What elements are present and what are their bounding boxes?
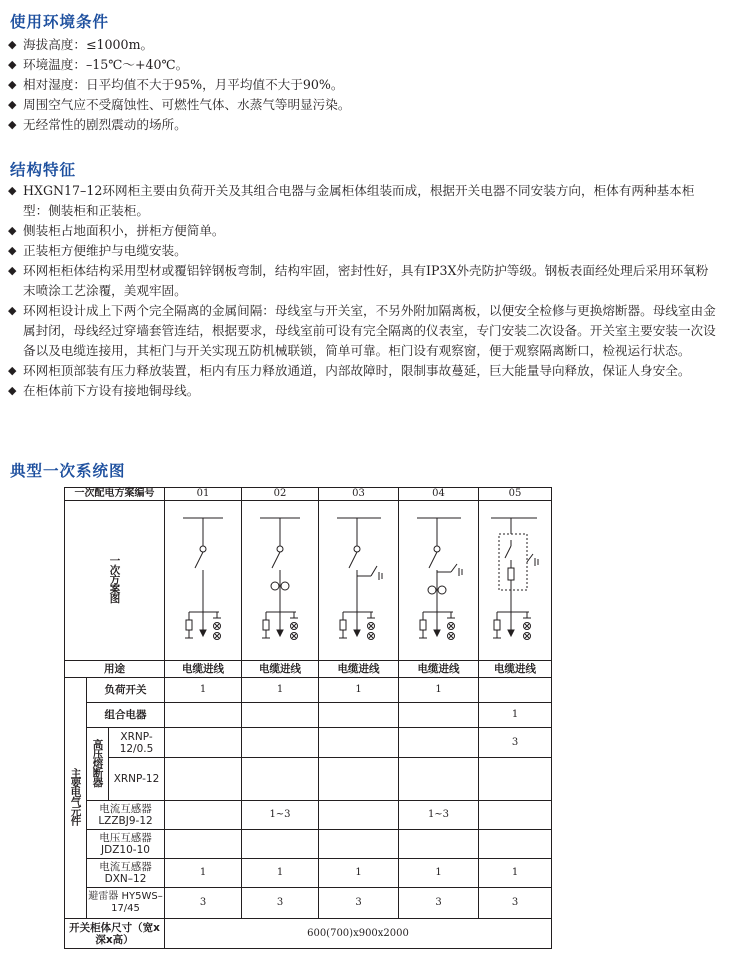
list-item: ◆ HXGN17–12环网柜主要由负荷开关及其组合电器与金属柜体组装而成，根据开关电器不同安装方向，柜体有两种基本柜型：侧装柜和正装柜。 xyxy=(8,183,695,218)
table-row xyxy=(65,678,552,703)
usage-cell: 电缆进线 xyxy=(319,661,399,678)
table-cell: 1 xyxy=(165,678,242,703)
row-label: 电流互感器 DXN–12 xyxy=(87,859,165,888)
section-title-structure: 结构特征 xyxy=(10,161,77,179)
diamond-bullet-icon: ◆ xyxy=(8,118,17,131)
table-cell xyxy=(479,678,552,703)
table-cell xyxy=(479,758,552,801)
list-item: ◆ 环境温度：–15℃～+40℃。 xyxy=(8,55,716,75)
usage-cell: 电缆进线 xyxy=(479,661,552,678)
scheme-diagram-01 xyxy=(165,501,242,661)
scheme-diagram-04 xyxy=(399,501,479,661)
table-cell xyxy=(165,703,242,728)
list-item: ◆ 无经常性的剧烈震动的场所。 xyxy=(8,115,716,135)
hv-fuse-label: 高压熔断器 xyxy=(91,738,104,787)
table-row xyxy=(65,661,552,678)
table-cell xyxy=(319,801,399,830)
schematic-05-icon xyxy=(483,506,547,656)
structure-list xyxy=(8,181,716,401)
schematic-01-icon xyxy=(173,506,233,656)
diagram-label: 一次方案图 xyxy=(108,555,121,603)
row-label: 组合电器 xyxy=(87,703,165,728)
table-cell xyxy=(319,830,399,859)
table-cell: 3 xyxy=(399,888,479,919)
diagram-row xyxy=(65,501,552,661)
table-cell xyxy=(399,703,479,728)
environment-list xyxy=(8,35,716,135)
table-cell: 1 xyxy=(319,678,399,703)
table-cell xyxy=(242,703,319,728)
table-row xyxy=(65,888,552,919)
table-cell: 1 xyxy=(319,859,399,888)
row-label: 电流互感器 LZZBJ9-12 xyxy=(87,801,165,830)
table-cell xyxy=(242,830,319,859)
table-cell: 1~3 xyxy=(399,801,479,830)
list-item: ◆ 环网柜设计成上下两个完全隔离的金属间隔：母线室与开关室，不另外附加隔离板，以便安全检修与更换熔断器。母线室由金属封闭，母线经过穿墙套管连结，根据要求，母线室前可设有完全隔离的仪表室，专门安装二次设备。开关室主要安装一次设备以及电缆连接用，其柜门与开关实现五防机械联锁，简单可靠。柜门设有观察窗，便于观察隔离断口，检视运行状态。 xyxy=(8,303,716,358)
size-label: 开关柜体尺寸（宽x深x高） xyxy=(65,919,165,949)
schematic-04-icon xyxy=(407,506,471,656)
usage-cell: 电缆进线 xyxy=(242,661,319,678)
usage-cell: 电缆进线 xyxy=(165,661,242,678)
list-item: ◆ 环网柜柜体结构采用型材或覆铝锌钢板弯制，结构牢固，密封性好，具有IP3X外壳防护等级。钢板表面经处理后采用环氧粉末喷涂工艺涂覆，美观牢固。 xyxy=(8,263,709,298)
table-cell: 3 xyxy=(319,888,399,919)
table-row xyxy=(65,758,552,801)
list-item: ◆ 相对湿度：日平均值不大于95%，月平均值不大于90%。 xyxy=(8,75,716,95)
table-header-row xyxy=(65,488,552,501)
table-cell xyxy=(319,728,399,758)
table-cell: 1 xyxy=(165,859,242,888)
table-cell: 1 xyxy=(399,859,479,888)
table-cell xyxy=(165,758,242,801)
row-label: 电压互感器 JDZ10-10 xyxy=(87,830,165,859)
table-cell xyxy=(319,758,399,801)
scheme-number: 02 xyxy=(242,488,319,501)
schematic-03-icon xyxy=(327,506,391,656)
scheme-number: 03 xyxy=(319,488,399,501)
section-title-environment: 使用环境条件 xyxy=(10,13,110,31)
system-table xyxy=(64,487,552,949)
table-cell xyxy=(399,728,479,758)
table-row xyxy=(65,728,552,758)
table-cell: 1 xyxy=(242,678,319,703)
section-title-system: 典型一次系统图 xyxy=(10,462,126,480)
scheme-number: 05 xyxy=(479,488,552,501)
table-cell: 3 xyxy=(165,888,242,919)
scheme-diagram-02 xyxy=(242,501,319,661)
schematic-02-icon xyxy=(250,506,310,656)
table-cell xyxy=(399,758,479,801)
table-row xyxy=(65,859,552,888)
diamond-bullet-icon: ◆ xyxy=(8,364,17,377)
table-cell xyxy=(165,830,242,859)
usage-cell: 电缆进线 xyxy=(399,661,479,678)
row-label: 避雷器 HY5WS–17/45 xyxy=(87,888,165,919)
scheme-diagram-03 xyxy=(319,501,399,661)
list-item: ◆ 环网柜顶部装有压力释放装置，柜内有压力释放通道，内部故障时，限制事故蔓延，巨大能量导向释放，保证人身安全。 xyxy=(8,361,716,381)
diamond-bullet-icon: ◆ xyxy=(8,384,17,397)
scheme-number-label: 一次配电方案编号 xyxy=(65,488,165,501)
diamond-bullet-icon: ◆ xyxy=(8,38,17,51)
scheme-number: 04 xyxy=(399,488,479,501)
diamond-bullet-icon: ◆ xyxy=(8,304,17,317)
table-cell xyxy=(242,758,319,801)
table-cell: 3 xyxy=(479,888,552,919)
list-item: ◆ 海拔高度：≤1000m。 xyxy=(8,35,716,55)
table-cell: 3 xyxy=(479,728,552,758)
diamond-bullet-icon: ◆ xyxy=(8,264,17,277)
table-row xyxy=(65,830,552,859)
diamond-bullet-icon: ◆ xyxy=(8,98,17,111)
list-item: ◆ 侧装柜占地面积小，拼柜方便简单。 xyxy=(8,221,716,241)
diamond-bullet-icon: ◆ xyxy=(8,78,17,91)
scheme-number: 01 xyxy=(165,488,242,501)
table-cell xyxy=(165,728,242,758)
diamond-bullet-icon: ◆ xyxy=(8,184,17,197)
table-row xyxy=(65,919,552,949)
table-cell: 1 xyxy=(479,859,552,888)
list-item: ◆ 正装柜方便维护与电缆安装。 xyxy=(8,241,716,261)
table-cell: 1 xyxy=(399,678,479,703)
scheme-diagram-05 xyxy=(479,501,552,661)
table-cell xyxy=(479,830,552,859)
table-row xyxy=(65,703,552,728)
table-cell xyxy=(165,801,242,830)
row-label: XRNP-12 xyxy=(109,758,165,801)
usage-label: 用途 xyxy=(65,661,165,678)
table-cell xyxy=(242,728,319,758)
table-cell xyxy=(479,801,552,830)
size-value: 600(700)x900x2000 xyxy=(165,919,552,949)
table-cell: 1 xyxy=(242,859,319,888)
diamond-bullet-icon: ◆ xyxy=(8,244,17,257)
table-row xyxy=(65,801,552,830)
row-label: 负荷开关 xyxy=(87,678,165,703)
diamond-bullet-icon: ◆ xyxy=(8,224,17,237)
table-cell: 1~3 xyxy=(242,801,319,830)
table-cell xyxy=(399,830,479,859)
row-label: XRNP-12/0.5 xyxy=(109,728,165,758)
table-cell: 1 xyxy=(479,703,552,728)
diamond-bullet-icon: ◆ xyxy=(8,58,17,71)
list-item: ◆ 周围空气应不受腐蚀性、可燃性气体、水蒸气等明显污染。 xyxy=(8,95,716,115)
list-item: ◆ 在柜体前下方设有接地铜母线。 xyxy=(8,381,716,401)
table-cell xyxy=(319,703,399,728)
table-cell: 3 xyxy=(242,888,319,919)
main-components-label: 主要电气元件 xyxy=(69,768,82,825)
